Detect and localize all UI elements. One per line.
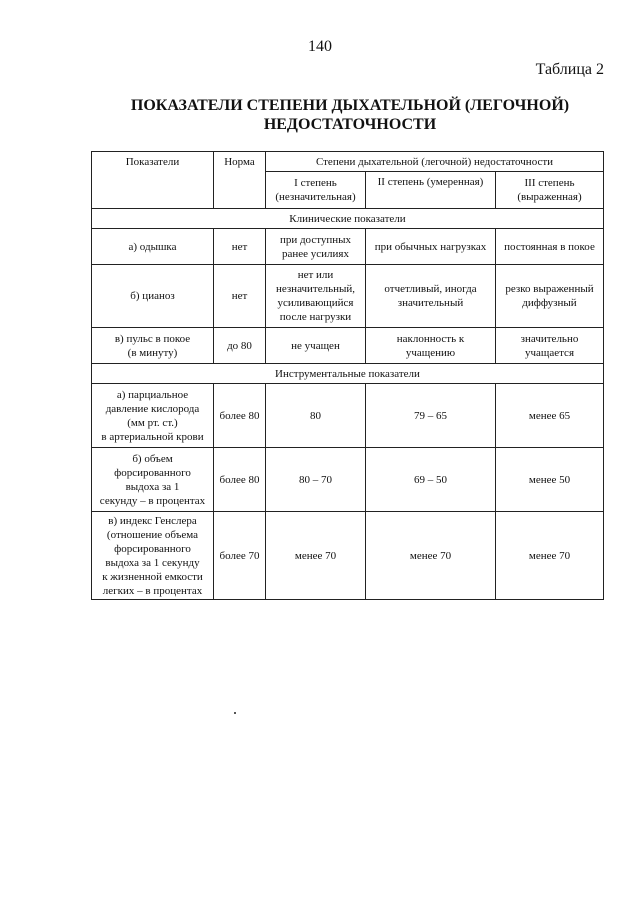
row-name-line: форсированного xyxy=(114,466,191,479)
section-instrumental: Инструментальные показатели xyxy=(92,364,604,384)
cell-line: менее 70 xyxy=(409,549,452,562)
table-row xyxy=(92,328,604,364)
row-degree-2 xyxy=(366,512,496,600)
cell-line: при обычных нагрузках xyxy=(374,240,487,253)
row-norm: более 70 xyxy=(214,512,266,600)
row-degree-2 xyxy=(366,265,496,328)
header-degree-2: II степень (умеренная) xyxy=(366,172,496,209)
document-title xyxy=(90,96,610,134)
row-degree-1 xyxy=(266,229,366,265)
table-row xyxy=(92,229,604,265)
cell-line: учащается xyxy=(524,346,575,359)
row-name xyxy=(92,328,214,364)
row-degree-3 xyxy=(496,328,604,364)
row-name xyxy=(92,229,214,265)
row-degree-1 xyxy=(266,265,366,328)
row-name-line: в артериальной крови xyxy=(101,430,204,443)
row-norm: более 80 xyxy=(214,384,266,448)
table-label: Таблица 2 xyxy=(535,61,604,78)
cell-line: менее 70 xyxy=(294,549,337,562)
header-degree-3-line-2: (выраженная) xyxy=(517,191,582,203)
cell-line: не учащен xyxy=(291,339,340,352)
cell-line: 79 – 65 xyxy=(414,409,447,422)
row-name-line: б) объем xyxy=(132,452,173,465)
header-degree-1 xyxy=(266,172,366,209)
row-name-line: к жизненной емкости xyxy=(102,570,203,583)
row-name-line: выдоха за 1 xyxy=(125,480,180,493)
row-degree-1 xyxy=(266,512,366,600)
row-degree-1 xyxy=(266,448,366,512)
row-name xyxy=(92,265,214,328)
row-name-line: давление кислорода xyxy=(105,402,200,415)
header-degree-1-line-1: I степень xyxy=(294,177,337,189)
row-degree-1 xyxy=(266,384,366,448)
section-clinical: Клинические показатели xyxy=(92,209,604,229)
header-norm: Норма xyxy=(214,152,266,209)
section-row-clinical xyxy=(92,209,604,229)
section-row-instrumental xyxy=(92,364,604,384)
header-indicator: Показатели xyxy=(92,152,214,209)
cell-line: 80 – 70 xyxy=(299,473,332,486)
row-name-line: в) пульс в покое xyxy=(114,332,191,345)
row-degree-3 xyxy=(496,384,604,448)
row-name xyxy=(92,384,214,448)
row-name-line: форсированного xyxy=(114,542,191,555)
cell-line: при доступных xyxy=(279,233,352,246)
cell-line: незначительный, xyxy=(275,283,356,295)
row-degree-2 xyxy=(366,384,496,448)
row-degree-3 xyxy=(496,265,604,328)
respiratory-insufficiency-table xyxy=(91,151,604,600)
cell-line: отчетливый, иногда xyxy=(384,283,477,295)
cell-line: ранее усилиях xyxy=(282,247,349,260)
row-name-line: (в минуту) xyxy=(127,346,178,359)
cell-line: усиливающийся xyxy=(277,297,354,309)
row-norm: нет xyxy=(214,229,266,265)
row-name-line: выдоха за 1 секунду xyxy=(105,556,200,569)
cell-line: 69 – 50 xyxy=(414,473,447,486)
row-name-line: (мм рт. ст.) xyxy=(127,416,178,429)
row-name-line: а) парциальное xyxy=(116,388,189,401)
cell-line: значительный xyxy=(397,297,464,309)
row-name-line: а) одышка xyxy=(128,240,177,253)
row-degree-1 xyxy=(266,328,366,364)
row-name-line: (отношение объема xyxy=(106,528,199,541)
row-name xyxy=(92,448,214,512)
table-row xyxy=(92,512,604,600)
row-name-line: легких – в процентах xyxy=(102,584,203,597)
cell-line: 80 xyxy=(310,409,321,422)
row-name-line: секунду – в процентах xyxy=(99,494,206,507)
table-row xyxy=(92,265,604,328)
header-degree-3-line-1: III степень xyxy=(524,177,575,189)
row-norm: до 80 xyxy=(214,328,266,364)
cell-line: менее 70 xyxy=(528,549,571,562)
scan-artifact-dot xyxy=(234,712,236,714)
cell-line: нет или xyxy=(297,269,334,281)
table-row xyxy=(92,384,604,448)
row-degree-2 xyxy=(366,229,496,265)
row-degree-2 xyxy=(366,328,496,364)
row-norm: нет xyxy=(214,265,266,328)
cell-line: диффузный xyxy=(522,297,577,309)
row-degree-3 xyxy=(496,512,604,600)
header-row-1 xyxy=(92,152,604,172)
row-degree-3 xyxy=(496,229,604,265)
table-row xyxy=(92,448,604,512)
header-degree-3 xyxy=(496,172,604,209)
cell-line: менее 50 xyxy=(528,473,571,486)
page-number: 140 xyxy=(308,38,332,55)
cell-line: учащению xyxy=(405,346,456,359)
row-norm: более 80 xyxy=(214,448,266,512)
cell-line: после нагрузки xyxy=(279,311,352,323)
header-degrees-group: Степени дыхательной (легочной) недостаточности xyxy=(266,152,604,172)
header-degree-1-line-2: (незначительная) xyxy=(275,191,356,203)
cell-line: резко выраженный xyxy=(505,283,594,295)
document-title-line-1: ПОКАЗАТЕЛИ СТЕПЕНИ ДЫХАТЕЛЬНОЙ (ЛЕГОЧНОЙ) xyxy=(130,97,570,114)
cell-line: наклонность к xyxy=(396,332,465,345)
row-degree-2 xyxy=(366,448,496,512)
row-name-line: б) цианоз xyxy=(130,290,175,302)
cell-line: менее 65 xyxy=(528,409,571,422)
cell-line: значительно xyxy=(520,332,579,345)
row-name xyxy=(92,512,214,600)
row-degree-3 xyxy=(496,448,604,512)
cell-line: постоянная в покое xyxy=(504,240,595,253)
row-name-line: в) индекс Генслера xyxy=(108,514,197,527)
document-title-line-2: НЕДОСТАТОЧНОСТИ xyxy=(263,116,437,133)
